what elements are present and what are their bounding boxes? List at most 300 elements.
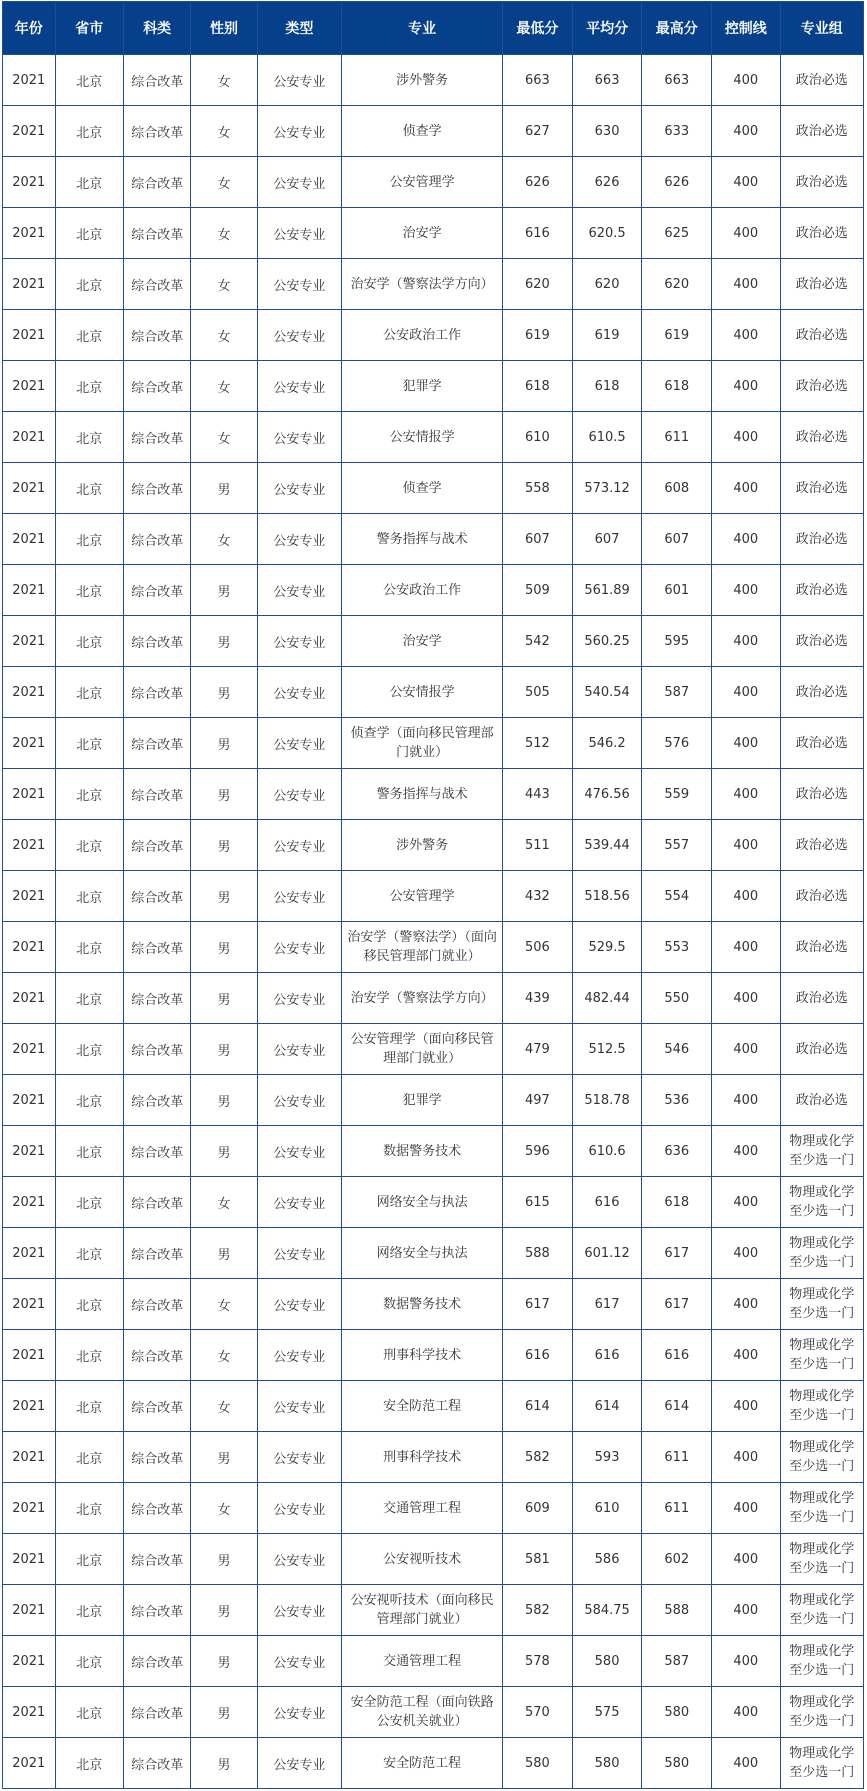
cell-control-line: 400 — [712, 973, 781, 1024]
cell-avg-score: 546.2 — [572, 718, 642, 769]
cell-major-group: 政治必选 — [780, 514, 863, 565]
cell-province: 北京 — [55, 412, 124, 463]
cell-subject-type: 综合改革 — [124, 871, 191, 922]
cell-gender: 女 — [191, 1330, 257, 1381]
cell-gender: 女 — [191, 310, 257, 361]
table-row — [3, 259, 864, 310]
cell-major-group: 物理或化学至少选一门 — [780, 1279, 863, 1330]
cell-province: 北京 — [55, 1024, 124, 1075]
cell-subject-type: 综合改革 — [124, 667, 191, 718]
cell-province: 北京 — [55, 1075, 124, 1126]
cell-avg-score: 512.5 — [572, 1024, 642, 1075]
cell-category: 公安专业 — [257, 1483, 342, 1534]
cell-year: 2021 — [3, 1636, 56, 1687]
cell-min-score: 582 — [503, 1585, 573, 1636]
table-row — [3, 1126, 864, 1177]
cell-major: 公安情报学 — [342, 412, 503, 463]
cell-control-line: 400 — [712, 259, 781, 310]
cell-category: 公安专业 — [257, 973, 342, 1024]
cell-major: 公安政治工作 — [342, 565, 503, 616]
table-row — [3, 55, 864, 106]
cell-max-score: 580 — [642, 1687, 712, 1738]
cell-category: 公安专业 — [257, 922, 342, 973]
cell-subject-type: 综合改革 — [124, 1636, 191, 1687]
cell-province: 北京 — [55, 1177, 124, 1228]
cell-max-score: 576 — [642, 718, 712, 769]
cell-min-score: 588 — [503, 1228, 573, 1279]
cell-control-line: 400 — [712, 463, 781, 514]
cell-gender: 男 — [191, 1585, 257, 1636]
cell-year: 2021 — [3, 565, 56, 616]
cell-gender: 男 — [191, 463, 257, 514]
cell-category: 公安专业 — [257, 310, 342, 361]
cell-major: 侦查学 — [342, 463, 503, 514]
table-body — [3, 55, 864, 1789]
cell-avg-score: 616 — [572, 1177, 642, 1228]
cell-gender: 男 — [191, 1687, 257, 1738]
cell-max-score: 617 — [642, 1228, 712, 1279]
cell-max-score: 626 — [642, 157, 712, 208]
cell-province: 北京 — [55, 361, 124, 412]
cell-year: 2021 — [3, 1483, 56, 1534]
cell-min-score: 570 — [503, 1687, 573, 1738]
cell-control-line: 400 — [712, 157, 781, 208]
table-row — [3, 565, 864, 616]
table-row — [3, 1024, 864, 1075]
cell-gender: 男 — [191, 1738, 257, 1789]
table-row — [3, 1075, 864, 1126]
cell-year: 2021 — [3, 514, 56, 565]
cell-subject-type: 综合改革 — [124, 514, 191, 565]
cell-major: 犯罪学 — [342, 361, 503, 412]
cell-province: 北京 — [55, 208, 124, 259]
cell-gender: 男 — [191, 1636, 257, 1687]
cell-major-group: 政治必选 — [780, 973, 863, 1024]
cell-subject-type: 综合改革 — [124, 55, 191, 106]
table-row — [3, 1738, 864, 1789]
cell-major-group: 政治必选 — [780, 106, 863, 157]
cell-category: 公安专业 — [257, 1279, 342, 1330]
cell-province: 北京 — [55, 667, 124, 718]
header-min-score: 最低分 — [503, 2, 573, 55]
cell-year: 2021 — [3, 1177, 56, 1228]
cell-control-line: 400 — [712, 769, 781, 820]
cell-control-line: 400 — [712, 514, 781, 565]
cell-avg-score: 518.78 — [572, 1075, 642, 1126]
cell-avg-score: 482.44 — [572, 973, 642, 1024]
table-row — [3, 1381, 864, 1432]
cell-gender: 男 — [191, 616, 257, 667]
cell-major-group: 政治必选 — [780, 820, 863, 871]
cell-category: 公安专业 — [257, 1381, 342, 1432]
cell-control-line: 400 — [712, 1738, 781, 1789]
cell-category: 公安专业 — [257, 259, 342, 310]
cell-gender: 女 — [191, 1381, 257, 1432]
cell-max-score: 617 — [642, 1279, 712, 1330]
cell-major-group: 政治必选 — [780, 208, 863, 259]
cell-control-line: 400 — [712, 55, 781, 106]
cell-min-score: 626 — [503, 157, 573, 208]
cell-year: 2021 — [3, 157, 56, 208]
cell-province: 北京 — [55, 820, 124, 871]
cell-control-line: 400 — [712, 820, 781, 871]
cell-max-score: 620 — [642, 259, 712, 310]
cell-major: 公安情报学 — [342, 667, 503, 718]
cell-province: 北京 — [55, 1534, 124, 1585]
table-row — [3, 1483, 864, 1534]
header-category: 类型 — [257, 2, 342, 55]
cell-major: 治安学 — [342, 208, 503, 259]
cell-category: 公安专业 — [257, 616, 342, 667]
cell-gender: 女 — [191, 208, 257, 259]
cell-province: 北京 — [55, 259, 124, 310]
cell-category: 公安专业 — [257, 871, 342, 922]
cell-major-group: 政治必选 — [780, 1075, 863, 1126]
cell-avg-score: 620 — [572, 259, 642, 310]
cell-category: 公安专业 — [257, 1075, 342, 1126]
cell-major-group: 政治必选 — [780, 361, 863, 412]
cell-min-score: 616 — [503, 208, 573, 259]
cell-year: 2021 — [3, 1279, 56, 1330]
cell-control-line: 400 — [712, 1228, 781, 1279]
cell-major: 公安视听技术（面向移民管理部门就业） — [342, 1585, 503, 1636]
cell-major: 刑事科学技术 — [342, 1432, 503, 1483]
cell-major-group: 政治必选 — [780, 922, 863, 973]
cell-max-score: 618 — [642, 1177, 712, 1228]
cell-year: 2021 — [3, 667, 56, 718]
cell-subject-type: 综合改革 — [124, 565, 191, 616]
cell-major-group: 物理或化学至少选一门 — [780, 1585, 863, 1636]
table-header — [3, 2, 864, 55]
cell-province: 北京 — [55, 1228, 124, 1279]
cell-major-group: 政治必选 — [780, 463, 863, 514]
cell-max-score: 536 — [642, 1075, 712, 1126]
cell-control-line: 400 — [712, 1687, 781, 1738]
cell-year: 2021 — [3, 1738, 56, 1789]
cell-gender: 女 — [191, 1177, 257, 1228]
cell-major-group: 政治必选 — [780, 310, 863, 361]
cell-min-score: 443 — [503, 769, 573, 820]
cell-province: 北京 — [55, 157, 124, 208]
cell-major: 犯罪学 — [342, 1075, 503, 1126]
cell-major-group: 物理或化学至少选一门 — [780, 1330, 863, 1381]
cell-major: 公安管理学 — [342, 871, 503, 922]
cell-major-group: 政治必选 — [780, 769, 863, 820]
cell-gender: 男 — [191, 1024, 257, 1075]
cell-max-score: 595 — [642, 616, 712, 667]
cell-gender: 女 — [191, 55, 257, 106]
cell-gender: 男 — [191, 973, 257, 1024]
cell-control-line: 400 — [712, 616, 781, 667]
cell-major: 网络安全与执法 — [342, 1177, 503, 1228]
header-row — [3, 2, 864, 55]
cell-max-score: 553 — [642, 922, 712, 973]
cell-avg-score: 630 — [572, 106, 642, 157]
cell-max-score: 588 — [642, 1585, 712, 1636]
cell-category: 公安专业 — [257, 1024, 342, 1075]
cell-major: 公安视听技术 — [342, 1534, 503, 1585]
cell-year: 2021 — [3, 259, 56, 310]
cell-min-score: 512 — [503, 718, 573, 769]
cell-year: 2021 — [3, 973, 56, 1024]
cell-major: 数据警务技术 — [342, 1126, 503, 1177]
cell-min-score: 581 — [503, 1534, 573, 1585]
cell-gender: 男 — [191, 922, 257, 973]
cell-avg-score: 610 — [572, 1483, 642, 1534]
cell-min-score: 620 — [503, 259, 573, 310]
cell-subject-type: 综合改革 — [124, 1687, 191, 1738]
cell-province: 北京 — [55, 922, 124, 973]
table-row — [3, 412, 864, 463]
cell-major: 侦查学 — [342, 106, 503, 157]
cell-gender: 女 — [191, 259, 257, 310]
cell-max-score: 633 — [642, 106, 712, 157]
cell-category: 公安专业 — [257, 1636, 342, 1687]
cell-category: 公安专业 — [257, 55, 342, 106]
cell-year: 2021 — [3, 616, 56, 667]
cell-avg-score: 529.5 — [572, 922, 642, 973]
cell-max-score: 546 — [642, 1024, 712, 1075]
cell-avg-score: 619 — [572, 310, 642, 361]
cell-min-score: 610 — [503, 412, 573, 463]
cell-year: 2021 — [3, 208, 56, 259]
cell-subject-type: 综合改革 — [124, 1483, 191, 1534]
cell-control-line: 400 — [712, 1177, 781, 1228]
cell-category: 公安专业 — [257, 1177, 342, 1228]
cell-category: 公安专业 — [257, 1432, 342, 1483]
cell-province: 北京 — [55, 871, 124, 922]
cell-year: 2021 — [3, 1126, 56, 1177]
cell-max-score: 587 — [642, 1636, 712, 1687]
cell-subject-type: 综合改革 — [124, 1177, 191, 1228]
cell-min-score: 542 — [503, 616, 573, 667]
cell-major-group: 政治必选 — [780, 55, 863, 106]
table-row — [3, 616, 864, 667]
cell-min-score: 558 — [503, 463, 573, 514]
cell-min-score: 619 — [503, 310, 573, 361]
cell-avg-score: 561.89 — [572, 565, 642, 616]
cell-year: 2021 — [3, 1228, 56, 1279]
cell-major-group: 物理或化学至少选一门 — [780, 1228, 863, 1279]
cell-avg-score: 626 — [572, 157, 642, 208]
cell-max-score: 550 — [642, 973, 712, 1024]
cell-year: 2021 — [3, 1432, 56, 1483]
cell-subject-type: 综合改革 — [124, 1228, 191, 1279]
cell-avg-score: 618 — [572, 361, 642, 412]
cell-avg-score: 620.5 — [572, 208, 642, 259]
table-row — [3, 1585, 864, 1636]
cell-avg-score: 586 — [572, 1534, 642, 1585]
cell-gender: 男 — [191, 769, 257, 820]
table-row — [3, 1177, 864, 1228]
cell-avg-score: 573.12 — [572, 463, 642, 514]
cell-major: 治安学（警察法学方向） — [342, 259, 503, 310]
cell-category: 公安专业 — [257, 463, 342, 514]
cell-max-score: 608 — [642, 463, 712, 514]
cell-subject-type: 综合改革 — [124, 208, 191, 259]
cell-year: 2021 — [3, 718, 56, 769]
cell-province: 北京 — [55, 1330, 124, 1381]
cell-province: 北京 — [55, 1126, 124, 1177]
cell-province: 北京 — [55, 1738, 124, 1789]
cell-province: 北京 — [55, 973, 124, 1024]
cell-subject-type: 综合改革 — [124, 1126, 191, 1177]
cell-max-score: 601 — [642, 565, 712, 616]
header-subject-type: 科类 — [124, 2, 191, 55]
cell-major: 公安管理学（面向移民管理部门就业） — [342, 1024, 503, 1075]
cell-gender: 男 — [191, 1432, 257, 1483]
cell-major: 交通管理工程 — [342, 1636, 503, 1687]
cell-control-line: 400 — [712, 1636, 781, 1687]
cell-gender: 女 — [191, 514, 257, 565]
cell-major: 安全防范工程 — [342, 1738, 503, 1789]
cell-year: 2021 — [3, 1381, 56, 1432]
cell-category: 公安专业 — [257, 718, 342, 769]
cell-year: 2021 — [3, 106, 56, 157]
cell-major: 涉外警务 — [342, 55, 503, 106]
table-row — [3, 310, 864, 361]
cell-category: 公安专业 — [257, 1738, 342, 1789]
header-year: 年份 — [3, 2, 56, 55]
cell-year: 2021 — [3, 1024, 56, 1075]
cell-category: 公安专业 — [257, 361, 342, 412]
cell-control-line: 400 — [712, 922, 781, 973]
cell-subject-type: 综合改革 — [124, 922, 191, 973]
cell-year: 2021 — [3, 820, 56, 871]
cell-major-group: 政治必选 — [780, 1024, 863, 1075]
cell-year: 2021 — [3, 922, 56, 973]
cell-category: 公安专业 — [257, 1585, 342, 1636]
table-row — [3, 1279, 864, 1330]
cell-min-score: 511 — [503, 820, 573, 871]
cell-gender: 女 — [191, 106, 257, 157]
cell-avg-score: 610.6 — [572, 1126, 642, 1177]
cell-max-score: 611 — [642, 1432, 712, 1483]
cell-major-group: 物理或化学至少选一门 — [780, 1126, 863, 1177]
cell-major: 警务指挥与战术 — [342, 769, 503, 820]
cell-avg-score: 539.44 — [572, 820, 642, 871]
cell-control-line: 400 — [712, 1279, 781, 1330]
cell-min-score: 505 — [503, 667, 573, 718]
cell-max-score: 625 — [642, 208, 712, 259]
cell-year: 2021 — [3, 412, 56, 463]
cell-major: 公安政治工作 — [342, 310, 503, 361]
cell-province: 北京 — [55, 1585, 124, 1636]
cell-major-group: 物理或化学至少选一门 — [780, 1432, 863, 1483]
cell-avg-score: 560.25 — [572, 616, 642, 667]
cell-avg-score: 607 — [572, 514, 642, 565]
cell-subject-type: 综合改革 — [124, 1075, 191, 1126]
table-row — [3, 1687, 864, 1738]
cell-gender: 男 — [191, 1228, 257, 1279]
cell-gender: 女 — [191, 361, 257, 412]
cell-category: 公安专业 — [257, 820, 342, 871]
cell-subject-type: 综合改革 — [124, 1024, 191, 1075]
table-row — [3, 157, 864, 208]
cell-subject-type: 综合改革 — [124, 1534, 191, 1585]
cell-subject-type: 综合改革 — [124, 820, 191, 871]
cell-category: 公安专业 — [257, 514, 342, 565]
table-row — [3, 1228, 864, 1279]
table-row — [3, 514, 864, 565]
table-row — [3, 718, 864, 769]
cell-max-score: 580 — [642, 1738, 712, 1789]
cell-major-group: 物理或化学至少选一门 — [780, 1534, 863, 1585]
cell-category: 公安专业 — [257, 1228, 342, 1279]
cell-category: 公安专业 — [257, 412, 342, 463]
cell-control-line: 400 — [712, 361, 781, 412]
cell-major: 数据警务技术 — [342, 1279, 503, 1330]
cell-min-score: 618 — [503, 361, 573, 412]
header-major: 专业 — [342, 2, 503, 55]
cell-max-score: 602 — [642, 1534, 712, 1585]
cell-max-score: 616 — [642, 1330, 712, 1381]
cell-min-score: 580 — [503, 1738, 573, 1789]
cell-min-score: 582 — [503, 1432, 573, 1483]
cell-major-group: 政治必选 — [780, 259, 863, 310]
cell-province: 北京 — [55, 106, 124, 157]
table-row — [3, 106, 864, 157]
cell-avg-score: 580 — [572, 1738, 642, 1789]
cell-subject-type: 综合改革 — [124, 157, 191, 208]
cell-max-score: 557 — [642, 820, 712, 871]
cell-max-score: 663 — [642, 55, 712, 106]
cell-major-group: 物理或化学至少选一门 — [780, 1636, 863, 1687]
cell-subject-type: 综合改革 — [124, 361, 191, 412]
header-control-line: 控制线 — [712, 2, 781, 55]
cell-province: 北京 — [55, 1432, 124, 1483]
header-major-group: 专业组 — [780, 2, 863, 55]
cell-major-group: 物理或化学至少选一门 — [780, 1381, 863, 1432]
cell-control-line: 400 — [712, 1432, 781, 1483]
cell-gender: 男 — [191, 871, 257, 922]
cell-category: 公安专业 — [257, 1687, 342, 1738]
cell-major-group: 物理或化学至少选一门 — [780, 1687, 863, 1738]
cell-gender: 男 — [191, 565, 257, 616]
cell-max-score: 587 — [642, 667, 712, 718]
cell-major-group: 政治必选 — [780, 157, 863, 208]
table-row — [3, 463, 864, 514]
cell-subject-type: 综合改革 — [124, 769, 191, 820]
cell-major: 警务指挥与战术 — [342, 514, 503, 565]
cell-min-score: 617 — [503, 1279, 573, 1330]
cell-province: 北京 — [55, 1483, 124, 1534]
cell-category: 公安专业 — [257, 667, 342, 718]
cell-major: 公安管理学 — [342, 157, 503, 208]
cell-year: 2021 — [3, 463, 56, 514]
cell-province: 北京 — [55, 1636, 124, 1687]
cell-subject-type: 综合改革 — [124, 718, 191, 769]
cell-province: 北京 — [55, 565, 124, 616]
cell-max-score: 607 — [642, 514, 712, 565]
cell-province: 北京 — [55, 769, 124, 820]
cell-subject-type: 综合改革 — [124, 106, 191, 157]
cell-max-score: 618 — [642, 361, 712, 412]
cell-year: 2021 — [3, 1534, 56, 1585]
cell-control-line: 400 — [712, 1126, 781, 1177]
cell-major: 治安学（警察法学方向） — [342, 973, 503, 1024]
score-table-container — [2, 1, 864, 1789]
cell-subject-type: 综合改革 — [124, 973, 191, 1024]
cell-control-line: 400 — [712, 1024, 781, 1075]
cell-avg-score: 584.75 — [572, 1585, 642, 1636]
cell-year: 2021 — [3, 361, 56, 412]
cell-major: 交通管理工程 — [342, 1483, 503, 1534]
cell-min-score: 578 — [503, 1636, 573, 1687]
cell-subject-type: 综合改革 — [124, 310, 191, 361]
cell-control-line: 400 — [712, 412, 781, 463]
cell-avg-score: 617 — [572, 1279, 642, 1330]
